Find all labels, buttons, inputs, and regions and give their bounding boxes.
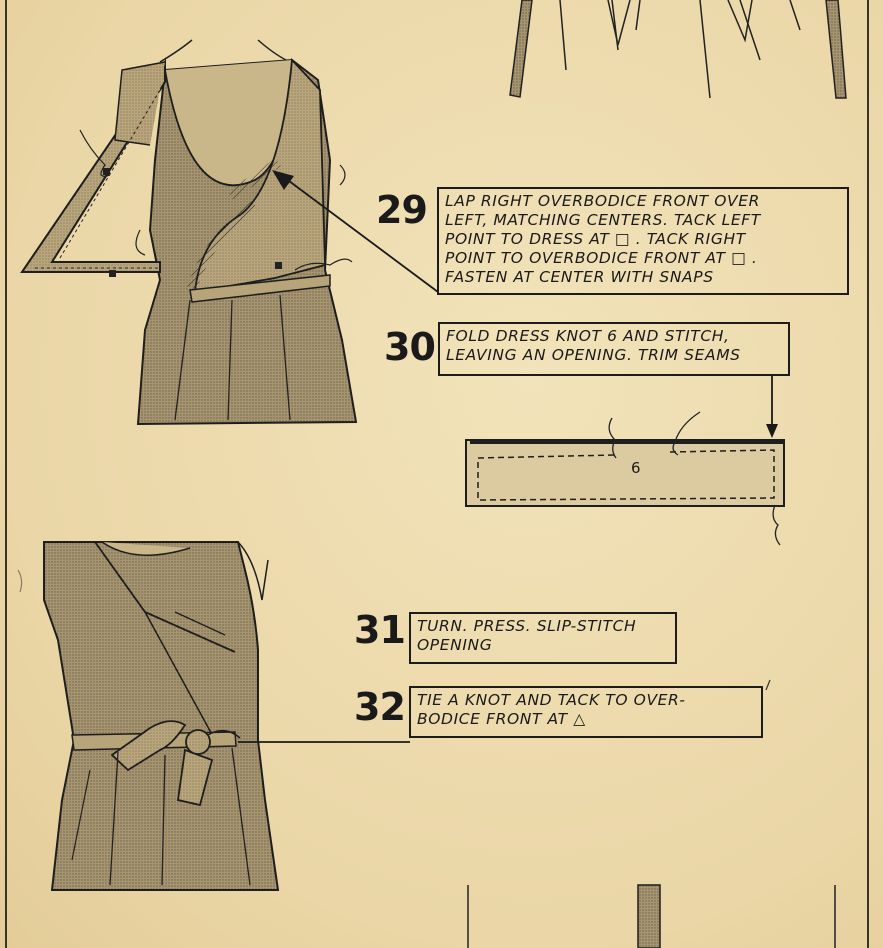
step-32-instruction-box	[409, 686, 763, 738]
step-29-line: POINT TO OVERBODICE FRONT AT □ .	[445, 249, 758, 267]
step-32-line: TIE A KNOT AND TACK TO OVER-	[417, 691, 686, 709]
top-skirt-illustration	[510, 0, 846, 98]
step-32-number: 32	[354, 685, 405, 729]
step-32-line: BODICE FRONT AT △	[417, 710, 586, 728]
bottom-skirt-fragment	[468, 885, 835, 948]
step-29-instruction-box	[437, 187, 849, 295]
knot-piece-6-diagram	[466, 375, 784, 545]
step-30-line: FOLD DRESS KNOT 6 AND STITCH,	[446, 327, 730, 345]
dress-step-29-illustration	[22, 40, 438, 424]
step-31-line: TURN. PRESS. SLIP-STITCH	[417, 617, 637, 635]
step-29-line: POINT TO DRESS AT □ . TACK RIGHT	[445, 230, 746, 248]
step-30-instruction-box	[438, 322, 790, 376]
step-30-line: LEAVING AN OPENING. TRIM SEAMS	[446, 346, 741, 364]
step-31-number: 31	[354, 608, 405, 652]
step-30-number: 30	[384, 325, 435, 369]
step-29-line: FASTEN AT CENTER WITH SNAPS	[445, 268, 714, 286]
step-29-number: 29	[376, 188, 427, 232]
step-29-line: LAP RIGHT OVERBODICE FRONT OVER	[445, 192, 761, 210]
step-29-line: LEFT, MATCHING CENTERS. TACK LEFT	[445, 211, 761, 229]
step-31-instruction-box	[409, 612, 677, 664]
knot-piece-label: 6	[631, 459, 641, 477]
step-31-line: OPENING	[417, 636, 493, 654]
